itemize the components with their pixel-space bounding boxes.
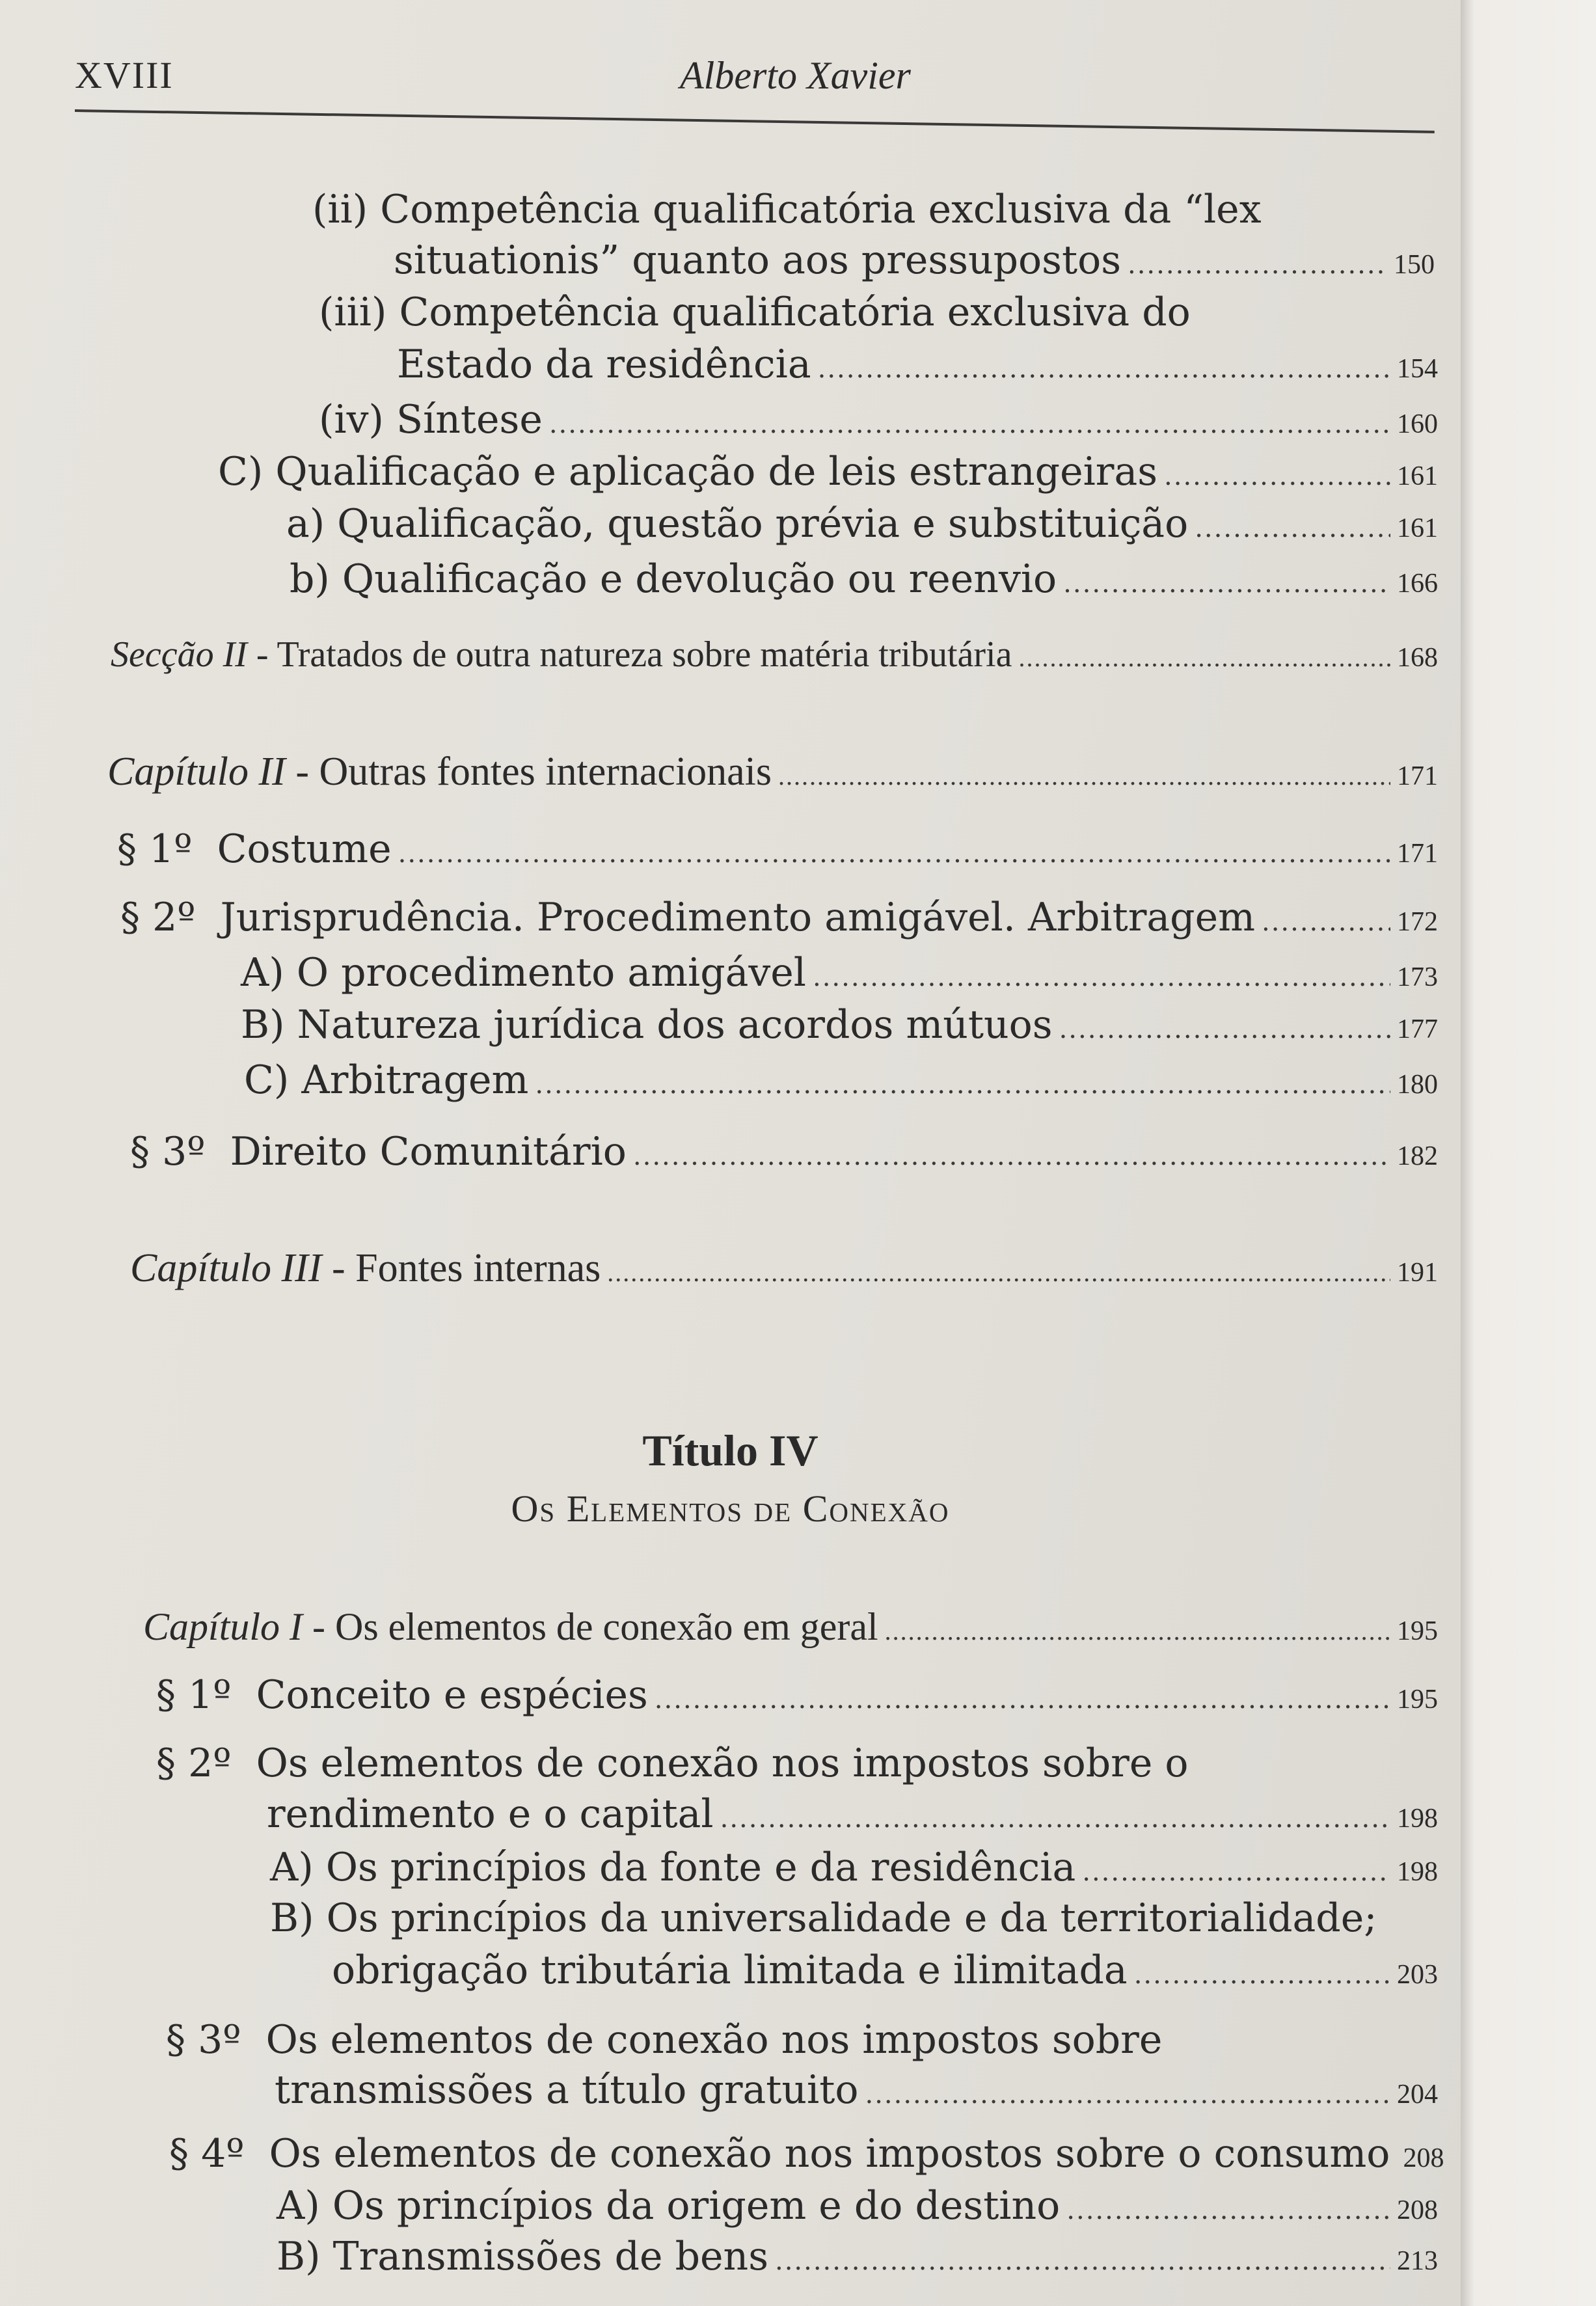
toc-page: 171	[1397, 839, 1438, 869]
dot-leader	[1066, 2197, 1390, 2223]
toc-prefix: (iv)	[319, 397, 384, 442]
toc-text: Os princípios da origem e do destino	[332, 2183, 1061, 2229]
toc-page: 171	[1397, 761, 1438, 791]
toc-text: obrigação tributária limitada e ilimitada	[332, 1947, 1128, 1993]
toc-page: 195	[1397, 1685, 1438, 1715]
toc-prefix: § 4º	[169, 2131, 245, 2177]
toc-text: Arbitragem	[301, 1057, 529, 1103]
toc-text: Competência qualificatória exclusiva da “lex	[380, 187, 1262, 232]
dot-leader	[655, 1687, 1390, 1713]
toc-prefix: § 2º	[120, 895, 196, 940]
toc-prefix: C)	[244, 1057, 290, 1103]
toc-text: Natureza jurídica dos acordos mútuos	[297, 1002, 1053, 1048]
toc-text: Conceito e espécies	[256, 1672, 648, 1718]
dot-leader	[818, 356, 1390, 382]
toc-text: Os elementos de conexão nos impostos sobre	[265, 2017, 1163, 2063]
toc-entry	[156, 1741, 1438, 1786]
toc-prefix: (iii)	[319, 290, 387, 335]
toc-text: Qualificação, questão prévia e substituição	[337, 501, 1189, 547]
toc-prefix: § 3º	[130, 1129, 206, 1174]
toc-page: 191	[1397, 1258, 1438, 1288]
toc-page: 208	[1403, 2143, 1444, 2173]
toc-text: Transmissões de bens	[332, 2234, 768, 2279]
toc-entry-continuation	[275, 2067, 1438, 2113]
toc-entry-continuation	[267, 1791, 1438, 1837]
toc-page: 198	[1397, 1804, 1438, 1834]
toc-text: transmissões a título gratuito	[275, 2067, 859, 2113]
dot-leader	[1128, 252, 1387, 278]
dot-leader	[1063, 571, 1390, 597]
toc-entry	[270, 1845, 1438, 1890]
toc-page: 150	[1394, 250, 1435, 280]
toc-prefix: C)	[218, 449, 264, 495]
toc-prefix: B)	[270, 1895, 314, 1941]
toc-text: Direito Comunitário	[230, 1129, 627, 1174]
toc-prefix: A)	[270, 1845, 314, 1890]
toc-prefix: § 1º	[156, 1672, 232, 1718]
running-header-author: Alberto Xavier	[680, 54, 911, 97]
part-subtitle: Os Elementos de Conexão	[511, 1487, 950, 1530]
toc-prefix: (ii)	[312, 187, 368, 232]
toc-prefix: a)	[286, 501, 325, 547]
dot-leader	[535, 1072, 1390, 1098]
toc-page: 177	[1397, 1014, 1438, 1044]
toc-text: - Tratados de outra natureza sobre matéria tributária	[247, 634, 1012, 675]
toc-entry	[319, 290, 1425, 335]
toc-entry	[277, 2183, 1438, 2229]
dot-leader	[720, 1806, 1390, 1832]
toc-entry	[143, 1607, 1438, 1646]
page-edge	[1461, 0, 1596, 2306]
toc-entry	[130, 1129, 1438, 1174]
toc-entry	[286, 501, 1438, 547]
toc-prefix: A)	[241, 950, 284, 996]
toc-entry-continuation	[332, 1947, 1438, 1993]
toc-entry	[169, 2131, 1444, 2177]
toc-text: Os elementos de conexão nos impostos sobre o consumo	[269, 2131, 1390, 2177]
toc-text: Qualificação e aplicação de leis estrangeiras	[275, 449, 1158, 495]
dot-leader	[1195, 515, 1390, 541]
toc-page: 154	[1397, 354, 1438, 384]
toc-prefix: § 1º	[117, 826, 193, 872]
toc-text: O procedimento amigável	[296, 950, 806, 996]
toc-prefix: § 2º	[156, 1741, 232, 1786]
dot-leader	[398, 841, 1390, 867]
dot-leader	[1018, 645, 1390, 671]
dot-leader	[1134, 1962, 1390, 1988]
toc-entry-continuation	[397, 342, 1438, 387]
toc-entry	[277, 2234, 1438, 2279]
toc-page: 182	[1397, 1141, 1438, 1171]
toc-page: 166	[1397, 569, 1438, 599]
dot-leader	[778, 763, 1390, 789]
toc-prefix: B)	[277, 2234, 321, 2279]
toc-entry	[166, 2017, 1438, 2063]
dot-leader	[813, 964, 1390, 990]
dot-leader	[1059, 1016, 1390, 1042]
toc-entry	[120, 895, 1438, 940]
toc-chapter-label: Capítulo I	[143, 1605, 303, 1648]
dot-leader	[607, 1260, 1390, 1286]
toc-prefix: A)	[277, 2183, 320, 2229]
toc-text: Estado da residência	[397, 342, 811, 387]
toc-text: Jurisprudência. Procedimento amigável. Arbitragem	[220, 895, 1255, 940]
toc-chapter-label: Capítulo II	[107, 750, 286, 794]
toc-text: - Fontes internas	[321, 1246, 601, 1290]
toc-text: Os princípios da fonte e da residência	[325, 1845, 1076, 1890]
part-title: Título IV	[642, 1426, 818, 1475]
toc-text: rendimento e o capital	[267, 1791, 714, 1837]
toc-entry	[130, 1248, 1438, 1288]
toc-page: 198	[1397, 1857, 1438, 1887]
toc-entry	[218, 449, 1438, 495]
toc-text: Os elementos de conexão nos impostos sobre o	[256, 1741, 1189, 1786]
toc-chapter-label: Capítulo III	[130, 1246, 322, 1290]
toc-entry	[107, 752, 1438, 792]
toc-prefix: b)	[290, 556, 330, 602]
toc-entry	[244, 1057, 1438, 1103]
toc-text: Qualificação e devolução ou reenvio	[342, 556, 1057, 602]
toc-page: 161	[1397, 461, 1438, 491]
dot-leader	[865, 2082, 1390, 2108]
toc-entry	[111, 636, 1438, 673]
dot-leader	[1082, 1859, 1390, 1885]
toc-page: 204	[1397, 2080, 1438, 2109]
toc-page: 208	[1397, 2195, 1438, 2225]
toc-entry	[241, 1002, 1438, 1048]
toc-page: 172	[1397, 907, 1438, 937]
toc-entry	[319, 397, 1438, 442]
dot-leader	[549, 411, 1390, 437]
toc-prefix: B)	[241, 1002, 285, 1048]
toc-text: Costume	[217, 826, 392, 872]
toc-page: 180	[1397, 1070, 1438, 1100]
toc-page: 203	[1397, 1960, 1438, 1990]
toc-text: Síntese	[396, 397, 543, 442]
toc-text: Os princípios da universalidade e da territorialidade;	[326, 1895, 1377, 1941]
toc-entry	[241, 950, 1438, 996]
toc-page: 168	[1397, 643, 1438, 673]
toc-text: - Outras fontes internacionais	[285, 750, 772, 794]
toc-entry	[290, 556, 1438, 602]
dot-leader	[885, 1618, 1390, 1644]
toc-entry	[156, 1672, 1438, 1718]
toc-entry	[270, 1895, 1438, 1941]
dot-leader	[1262, 909, 1390, 935]
page-number: XVIII	[75, 54, 174, 96]
toc-page: 173	[1397, 962, 1438, 992]
toc-section-label: Secção II	[111, 634, 247, 675]
toc-page: 213	[1397, 2246, 1438, 2276]
toc-text: situationis” quanto aos pressupostos	[394, 237, 1121, 283]
toc-text: Competência qualificatória exclusiva do	[399, 290, 1191, 335]
toc-text: - Os elementos de conexão em geral	[303, 1605, 878, 1648]
toc-page: 161	[1397, 513, 1438, 543]
dot-leader	[1164, 463, 1390, 489]
toc-entry	[312, 187, 1418, 232]
dot-leader	[775, 2248, 1390, 2274]
toc-page: 195	[1397, 1616, 1438, 1646]
toc-page: 160	[1397, 409, 1438, 439]
toc-entry	[117, 826, 1438, 872]
dot-leader	[633, 1143, 1390, 1169]
toc-entry-continuation	[394, 237, 1435, 283]
toc-prefix: § 3º	[166, 2017, 241, 2063]
